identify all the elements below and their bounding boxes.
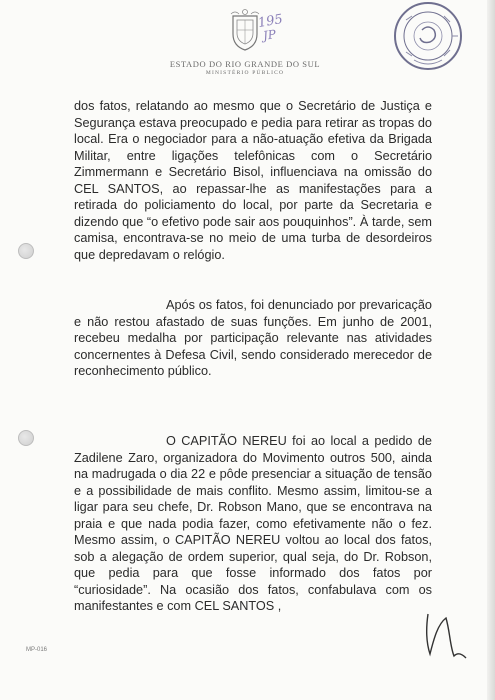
coat-of-arms-icon <box>227 8 263 52</box>
rubber-stamp-icon <box>392 0 464 72</box>
paragraph-1: dos fatos, relatando ao mesmo que o Secretário de Justiça e Segurança estava preocupado e pedia para retirar as tropas do local. Era o negociador para a não-atuação efetiva da Brigada Militar, entre ligações telefônicas com o Secretário Zimmermann e Secretário Bisol, influenciava na omissão do CEL SANTOS, ao repassar-lhe as manifestações para a retirada do policiamento do local, por parte da Secretaria e dizendo que “o efetivo pode sair aos pouquinhos”. À tarde, sem camisa, encontrava-se no meio de uma turba de desordeiros que depredavam o relógio. <box>74 99 432 262</box>
handwritten-initials: JP <box>262 27 277 43</box>
signature-icon <box>420 608 470 664</box>
handwritten-page-number: 195 <box>256 11 284 32</box>
form-code: MP-016 <box>26 647 48 653</box>
binder-hole-top <box>18 243 34 259</box>
paragraph-2-text: Após os fatos, foi denunciado por prevaricação e não restou afastado de suas funções. Em junho de 2001, recebeu medalha por participação relevante nas atividades concernentes à Defesa Civil, sendo considerado merecedor de reconhecimento público. <box>74 298 432 378</box>
letterhead-institution: MINISTÉRIO PÚBLICO <box>205 70 285 76</box>
letterhead <box>150 8 340 76</box>
paragraph-3-text: O CAPITÃO NEREU foi ao local a pedido de Zadilene Zaro, organizadora do Movimento outros 500, ainda na madrugada o dia 22 e pôde presenciar a situação de tensão e a possibilidade de mais conflito. Mesmo assim, limitou-se a ligar para seu chefe, Dr. Robson Mano, que se encontrava na praia e que nada podia fazer, como efetivamente não o fez. Mesmo assim, o CAPITÃO NEREU voltou ao local dos fatos, sob a alegação de ordem superior, qual seja, do Dr. Robson, que pedia para que fosse informado dos fatos por “curiosidade”. Na ocasião dos fatos, confabulava com os manifestantes e com CEL SANTOS , <box>74 434 432 613</box>
letterhead-state: ESTADO DO RIO GRANDE DO SUL <box>169 59 321 69</box>
paragraph-3 <box>74 433 432 615</box>
binder-hole-bottom <box>18 430 34 446</box>
paragraph-2 <box>74 297 432 380</box>
page-edge-shadow <box>487 0 495 700</box>
